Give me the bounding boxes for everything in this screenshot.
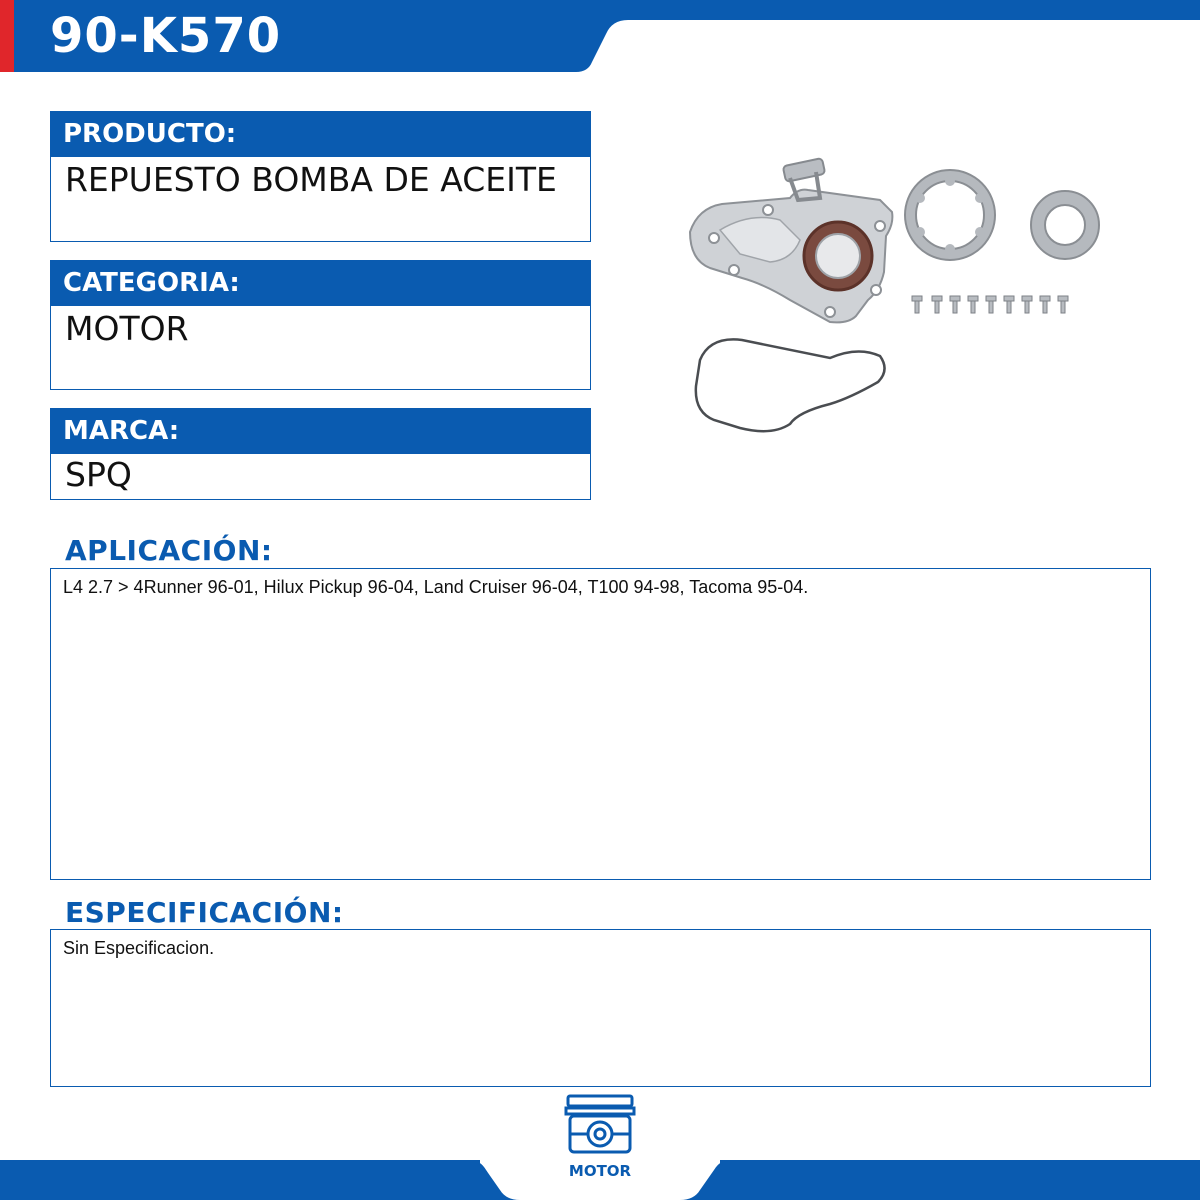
oil-pump-cover	[690, 158, 892, 322]
especificacion-box	[50, 929, 1151, 1087]
outer-rotor	[905, 170, 995, 260]
producto-value: REPUESTO BOMBA DE ACEITE	[50, 157, 591, 242]
header-accent	[0, 0, 14, 72]
engine-piston-icon	[562, 1092, 638, 1162]
marca-value: SPQ	[50, 454, 591, 500]
product-image	[680, 150, 1120, 440]
especificacion-title: ESPECIFICACIÓN:	[65, 896, 344, 929]
footer-motor-label: MOTOR	[568, 1162, 632, 1180]
marca-label: MARCA:	[50, 408, 591, 454]
gasket	[696, 339, 885, 431]
especificacion-text: Sin Especificacion.	[63, 938, 215, 958]
aplicacion-box	[50, 568, 1151, 880]
producto-label: PRODUCTO:	[50, 111, 591, 157]
inner-rotor	[1031, 191, 1099, 259]
categoria-value: MOTOR	[50, 306, 591, 390]
categoria-label: CATEGORIA:	[50, 260, 591, 306]
aplicacion-title: APLICACIÓN:	[65, 534, 273, 567]
aplicacion-text: L4 2.7 > 4Runner 96-01, Hilux Pickup 96-04, Land Cruiser 96-04, T100 94-98, Tacoma 95-04.	[63, 577, 809, 597]
product-sku: 90-K570	[50, 8, 282, 64]
screws	[912, 296, 1068, 313]
